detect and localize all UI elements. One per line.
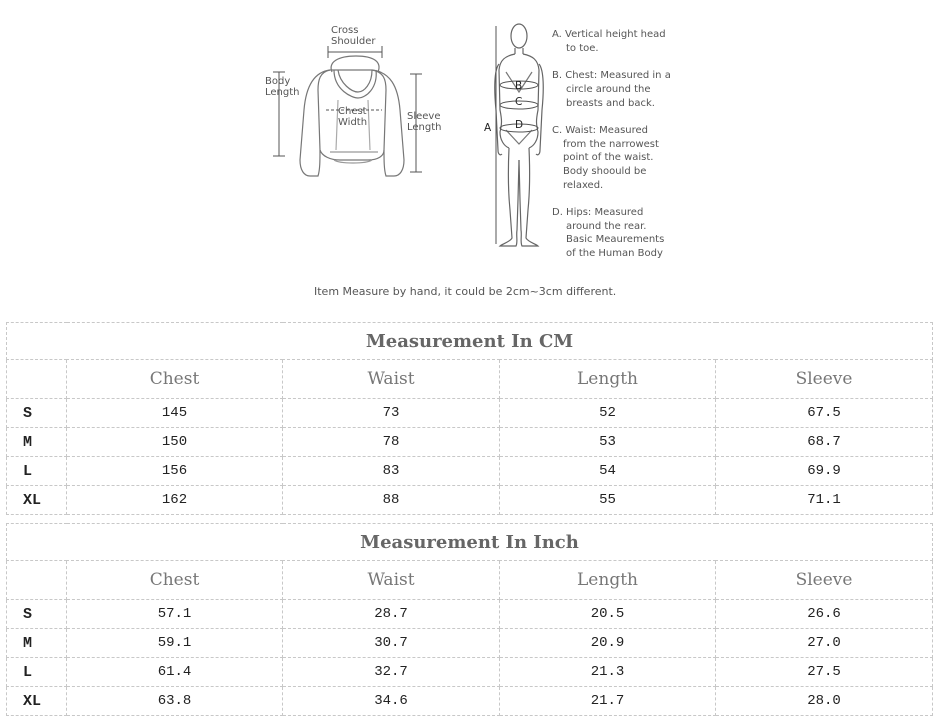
length-cell: 52 <box>500 399 716 428</box>
table-row <box>7 658 933 687</box>
note-c-line-1: C. Waist: Measured <box>552 125 649 136</box>
length-cell: 20.9 <box>500 629 716 658</box>
column-header-waist: Waist <box>283 360 500 399</box>
marker-d: D <box>515 119 524 131</box>
measurement-diagram <box>0 0 935 300</box>
chest-width-label-2: Width <box>338 117 368 128</box>
marker-b: B <box>515 80 523 92</box>
waist-cell: 32.7 <box>283 658 500 687</box>
note-d-line-4: of the Human Body <box>566 248 663 259</box>
column-header-waist: Waist <box>283 561 500 600</box>
sleeve-length-label-1: Sleeve <box>407 111 441 122</box>
sleeve-cell: 68.7 <box>716 428 933 457</box>
waist-cell: 34.6 <box>283 687 500 716</box>
chest-cell: 59.1 <box>67 629 283 658</box>
table-row <box>7 457 933 486</box>
size-label: L <box>7 658 67 687</box>
chest-cell: 61.4 <box>67 658 283 687</box>
measurement-note: Item Measure by hand, it could be 2cm~3cm different. <box>314 285 617 298</box>
sleeve-cell: 27.0 <box>716 629 933 658</box>
size-label: M <box>7 428 67 457</box>
length-cell: 54 <box>500 457 716 486</box>
column-header-sleeve: Sleeve <box>716 360 933 399</box>
size-header <box>7 360 67 399</box>
sleeve-length-label-2: Length <box>407 122 442 133</box>
waist-cell: 30.7 <box>283 629 500 658</box>
table-row <box>7 428 933 457</box>
note-a-line-1: A. Vertical height head <box>552 29 666 40</box>
table-row <box>7 600 933 629</box>
size-label: L <box>7 457 67 486</box>
size-label: S <box>7 399 67 428</box>
sleeve-cell: 69.9 <box>716 457 933 486</box>
size-label: S <box>7 600 67 629</box>
note-d-line-3: Basic Meaurements <box>566 234 665 245</box>
chest-cell: 150 <box>67 428 283 457</box>
note-c-line-2: from the narrowest <box>563 139 659 150</box>
note-d-line-2: around the rear. <box>566 221 647 232</box>
cross-shoulder-label-1: Cross <box>331 25 359 36</box>
chest-cell: 63.8 <box>67 687 283 716</box>
chest-cell: 156 <box>67 457 283 486</box>
column-header-sleeve: Sleeve <box>716 561 933 600</box>
chest-cell: 162 <box>67 486 283 515</box>
sleeve-cell: 28.0 <box>716 687 933 716</box>
table-row <box>7 629 933 658</box>
table-title: Measurement In Inch <box>7 524 933 561</box>
length-cell: 20.5 <box>500 600 716 629</box>
length-cell: 21.7 <box>500 687 716 716</box>
note-b-line-3: breasts and back. <box>566 98 655 109</box>
sleeve-cell: 67.5 <box>716 399 933 428</box>
note-a-line-2: to toe. <box>566 43 599 54</box>
body-figure <box>495 24 543 246</box>
note-b-line-2: circle around the <box>566 84 651 95</box>
column-header-length: Length <box>500 360 716 399</box>
note-c-line-5: relaxed. <box>563 180 604 191</box>
length-cell: 21.3 <box>500 658 716 687</box>
chest-cell: 145 <box>67 399 283 428</box>
table-title: Measurement In CM <box>7 323 933 360</box>
size-label: M <box>7 629 67 658</box>
note-d-line-1: D. Hips: Measured <box>552 207 644 218</box>
sleeve-cell: 71.1 <box>716 486 933 515</box>
column-header-chest: Chest <box>67 360 283 399</box>
body-length-label-1: Body <box>265 76 291 87</box>
body-length-label-2: Length <box>265 87 300 98</box>
note-c-line-4: Body shoould be <box>563 166 647 177</box>
length-cell: 53 <box>500 428 716 457</box>
waist-cell: 88 <box>283 486 500 515</box>
waist-cell: 78 <box>283 428 500 457</box>
size-label: XL <box>7 486 67 515</box>
waist-cell: 28.7 <box>283 600 500 629</box>
body-measure-lines <box>496 26 538 244</box>
sleeve-cell: 27.5 <box>716 658 933 687</box>
note-c-line-3: point of the waist. <box>563 152 654 163</box>
sleeve-cell: 26.6 <box>716 600 933 629</box>
chest-cell: 57.1 <box>67 600 283 629</box>
waist-cell: 73 <box>283 399 500 428</box>
inch-size-table <box>6 523 933 716</box>
waist-cell: 83 <box>283 457 500 486</box>
marker-a: A <box>484 122 492 134</box>
note-b-line-1: B. Chest: Measured in a <box>552 70 671 81</box>
cross-shoulder-label-2: Shoulder <box>331 36 376 47</box>
table-row <box>7 687 933 716</box>
length-cell: 55 <box>500 486 716 515</box>
table-row <box>7 399 933 428</box>
chest-width-label-1: Chest <box>338 106 367 117</box>
column-header-length: Length <box>500 561 716 600</box>
size-label: XL <box>7 687 67 716</box>
cm-size-table <box>6 322 933 515</box>
size-header <box>7 561 67 600</box>
table-row <box>7 486 933 515</box>
marker-c: C <box>515 96 523 108</box>
column-header-chest: Chest <box>67 561 283 600</box>
